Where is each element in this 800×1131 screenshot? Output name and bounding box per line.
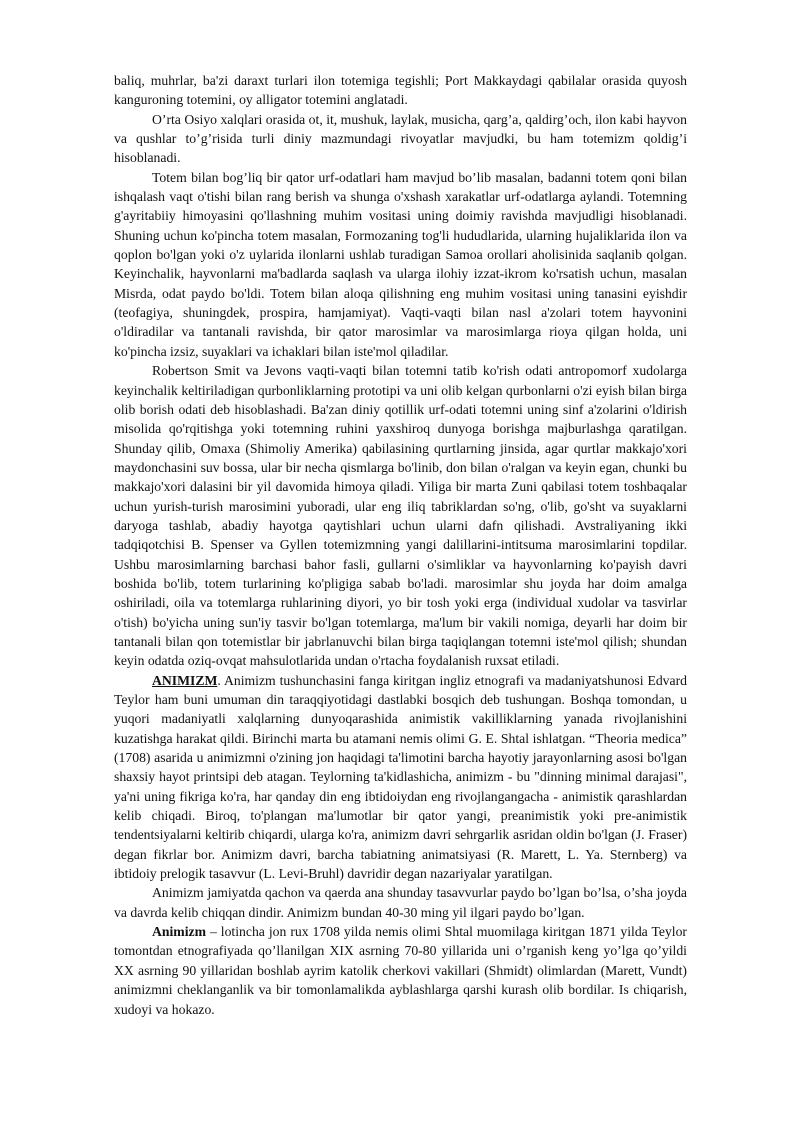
paragraph-animism-origin: Animizm jamiyatda qachon va qaerda ana shunday tasavvurlar paydo bo’lgan bo’lsa, o’sha joyda va davrda kelib chiqqan dindir. Animizm bundan 40-30 ming yil ilgari paydo bo’lgan. [114,885,687,920]
paragraph-totem-examples: baliq, muhrlar, ba'zi daraxt turlari ilon totemiga tegishli; Port Makkaydagi qabilalar orasida quyosh kanguroning totemini, oy alligator totemini anglatadi. [114,73,687,108]
paragraph-animism-heading [114,671,687,884]
document-page [114,71,687,1019]
animism-definition-body: – lotincha jon rux 1708 yilda nemis olimi Shtal muomilaga kiritgan 1871 yilda Teylor tomontdan etnografiyada qo’llanilgan XIX asrning 70-80 yillarida uni o’rganish keng yo’lga qo’yildi XX asrning 90 yillaridan boshlab ayrim katolik cherkovi vakillari (Shmidt) olimlardan (Marett, Vundt) animizmni cheklanganlik va bir tomonlamalikda ayblashlarga qarshi kurash olib bordilar. Is chiqarish, xudoyi va hokazo. [114,924,687,1017]
animism-heading-body: . Animizm tushunchasini fanga kiritgan ingliz etnografi va madaniyatshunosi Edvard Teylor ham buni umuman din taraqqiyotidagi dastlabki bosqich deb tushungan. Boshqa tomondan, u yuqori madaniyatli xalqlarning dunyoqarashida animistik vakilliklarning yanada rivojlanishini kuzatishga harakat qildi. Birinchi marta bu atamani nemis olimi G. E. Shtal ishlatgan. “Theoria medica” (1708) asarida u animizmni o'zining jon haqidagi ta'limotini barcha hayotiy jarayonlarning asosi bo'lgan shaxsiy hayot printsipi deb atagan. Teylorning ta'kidlashicha, animizm - bu "dinning minimal darajasi", ya'ni uning fikriga ko'ra, har qanday din eng ibtidoiydan eng rivojlangangacha - animistik qarashlardan kelib chiqadi. Biroq, to'plangan ma'lumotlar bir qator yangi, preanimistik yoki pre-animistik tendentsiyalarni keltirib chiqardi, ularga ko'ra, animizm davri sehrgarlik asridan oldin bo'lgan (J. Fraser) degan fikrlar bor. Animizm davri, barcha tabiatning animatsiyasi (R. Marett, L. Ya. Sternberg) va ibtidoiy prelogik tasavvur (L. Levi-Bruhl) davridir degan nazariyalar yaratilgan. [114,672,687,882]
paragraph-totem-customs: Totem bilan bog’liq bir qator urf-odatlari ham mavjud bo’lib masalan, badanni totem qoni bilan ishqalash vaqt o'tishi bilan rang berish va shunga o'xshash xarakatlar urf-odatlarga aylandi. Totemning g'ayritabiiy himoyasini qo'llashning muhim vositasi uning doimiy ravishda mavjudligi hisoblanadi. Shuning uchun ko'pincha totem masalan, Formozaning tog'li hududlarida, ularning hujaliklarida ilon va qoplon bo'lgan yoki o'z uylarida ilonlarni ushlab turadigan Samoa orollari aholisinida saqlanib qolgan. Keyinchalik, hayvonlarni ma'badlarda saqlash va ularga ilohiy izzat-ikrom ko'rsatish uchun, masalan Misrda, odat paydo bo'ldi. Totem bilan aloqa qilishning eng muhim vositasi uning tanasini eyishdir (teofagiya, shuningdek, prospira, hamjamiyat). Vaqti-vaqti bilan nasl a'zolari totem hayvonini o'ldiradilar va tantanali ravishda, bir qator marosimlar va marosimlarga rioya qilgan holda, uni ko'pincha izsiz, suyaklari va ichaklari bilan iste'mol qiladilar. [114,169,687,359]
animism-heading-term: ANIMIZM [152,672,218,688]
animism-definition-term: Animizm [152,924,206,940]
paragraph-robertson-smith: Robertson Smit va Jevons vaqti-vaqti bilan totemni tatib ko'rish odati antropomorf xudolarga keyinchalik keltiriladigan qurbonliklarning prototipi va uni olib kelgan qurbonlarni o'zi eyish bilan birga olib borish odati deb hisoblashadi. Ba'zan diniy qotillik urf-odati totemni uning sinf a'zolarini o'ldirish misolida qo'rqitishga yoki totemning ruhini yaxshiroq dunyoga borishga majburlashga qaratilgan. Shunday qilib, Omaxa (Shimoliy Amerika) qabilasining qurtlarning jinsida, agar qurtlar makkajo'xori maydonchasini suv bossa, ular bir necha qismlarga bo'linib, don bilan o'ralgan va keyin egan, chunki bu makkajo'xori dalasini bir yil davomida himoya qiladi. Yiliga bir marta Zuni qabilasi totem toshbaqalar uchun yurish-turish marosimini yuboradi, ular eng iliq tabriklardan so'ng, o'lib, go'sht va suyaklarni daryoga tashlab, abadiy hayotga qaytishlari uchun ularni dafn qilishadi. Avstraliyaning ikki tadqiqotchisi B. Spenser va Gyllen totemizmning yangi dalillarini-intitsuma marosimlarini topdilar. Ushbu marosimlarning barchasi bahor fasli, gullarni o'simliklar va hayvonlarning ko'payish davri boshida bo'lib, totem turlarining ko'pligiga sabab bo'ladi. marosimlar shu joyda har doim amalga oshiriladi, oila va totemlarga ruhlarining diyori, yo bir tosh yoki erga (individual xudolar va tasvirlar o'tish) bo'yicha uning sun'iy tasvir bo'lgan totemlarga, ma'lum bir vakili nomiga, deyarli har doim bir tantanali bilan qon totemistlar bir jabrlanuvchi bilan birga taqiqlangan totemni iste'mol qilish; shundan keyin odatda oziq-ovqat mahsulotlarida undan o'rtacha foydalanish ruxsat etiladi. [114,363,687,669]
paragraph-animism-definition [114,922,687,1019]
paragraph-central-asia: O’rta Osiyo xalqlari orasida ot, it, mushuk, laylak, musicha, qarg’a, qaldirg’och, ilon kabi hayvon va qushlar to’g’risida turli diniy mazmundagi rivoyatlar mavjudki, bu ham totemizm qoldig’i hisoblanadi. [114,111,687,166]
